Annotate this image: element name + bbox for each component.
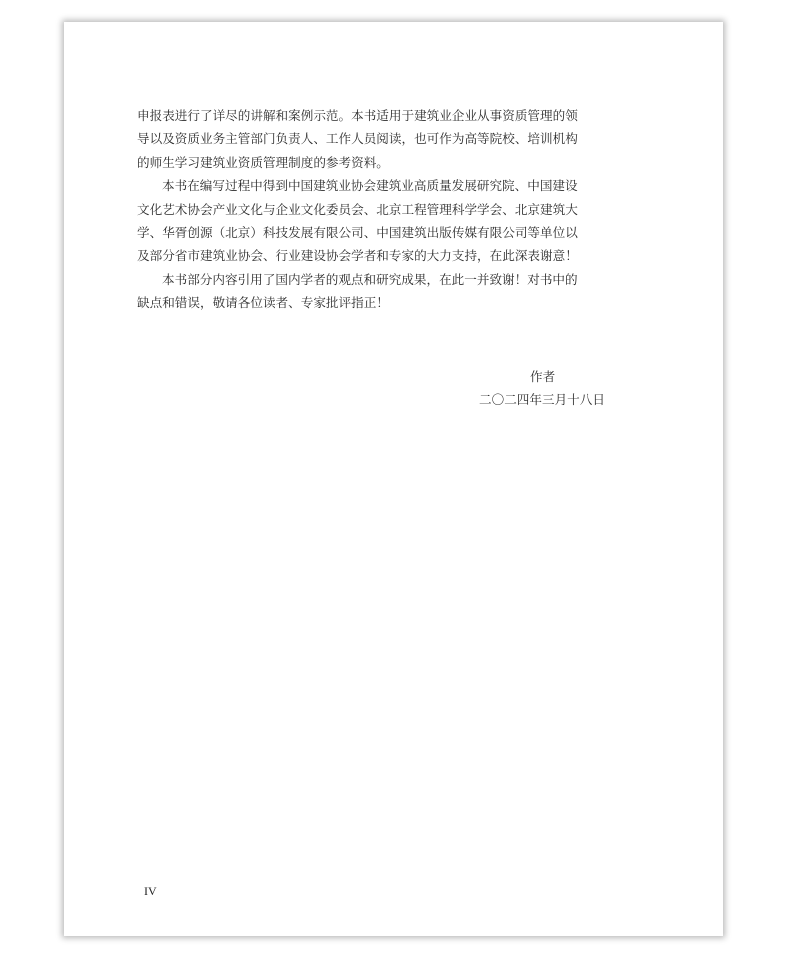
signature-author: 作者 (530, 369, 556, 384)
signature-date: 二〇二四年三月十八日 (479, 392, 605, 407)
paragraph-1-line-1: 申报表进行了详尽的讲解和案例示范。本书适用于建筑业企业从事资质管理的领 (137, 108, 578, 123)
paragraph-3-line-1: 本书部分内容引用了国内学者的观点和研究成果，在此一并致谢！对书中的 (162, 271, 578, 287)
paragraph-3-line-2: 缺点和错误，敬请各位读者、专家批评指正！ (137, 295, 389, 311)
book-page (64, 22, 723, 936)
paragraph-1-line-2: 导以及资质业务主管部门负责人、工作人员阅读，也可作为高等院校、培训机构 (137, 131, 578, 147)
body-text (137, 104, 617, 315)
page-number: IV (144, 884, 157, 898)
paragraph-2-line-4: 及部分省市建筑业协会、行业建设协会学者和专家的大力支持，在此深表谢意！ (137, 248, 578, 264)
paragraph-2-line-2: 文化艺术协会产业文化与企业文化委员会、北京工程管理科学学会、北京建筑大 (137, 201, 578, 217)
paragraph-1-line-3: 的师生学习建筑业资质管理制度的参考资料。 (137, 154, 389, 170)
paragraph-2-line-3: 学、华胥创源（北京）科技发展有限公司、中国建筑出版传媒有限公司等单位以 (137, 225, 578, 241)
paragraph-2-line-1: 本书在编写过程中得到中国建筑业协会建筑业高质量发展研究院、中国建设 (162, 178, 578, 194)
